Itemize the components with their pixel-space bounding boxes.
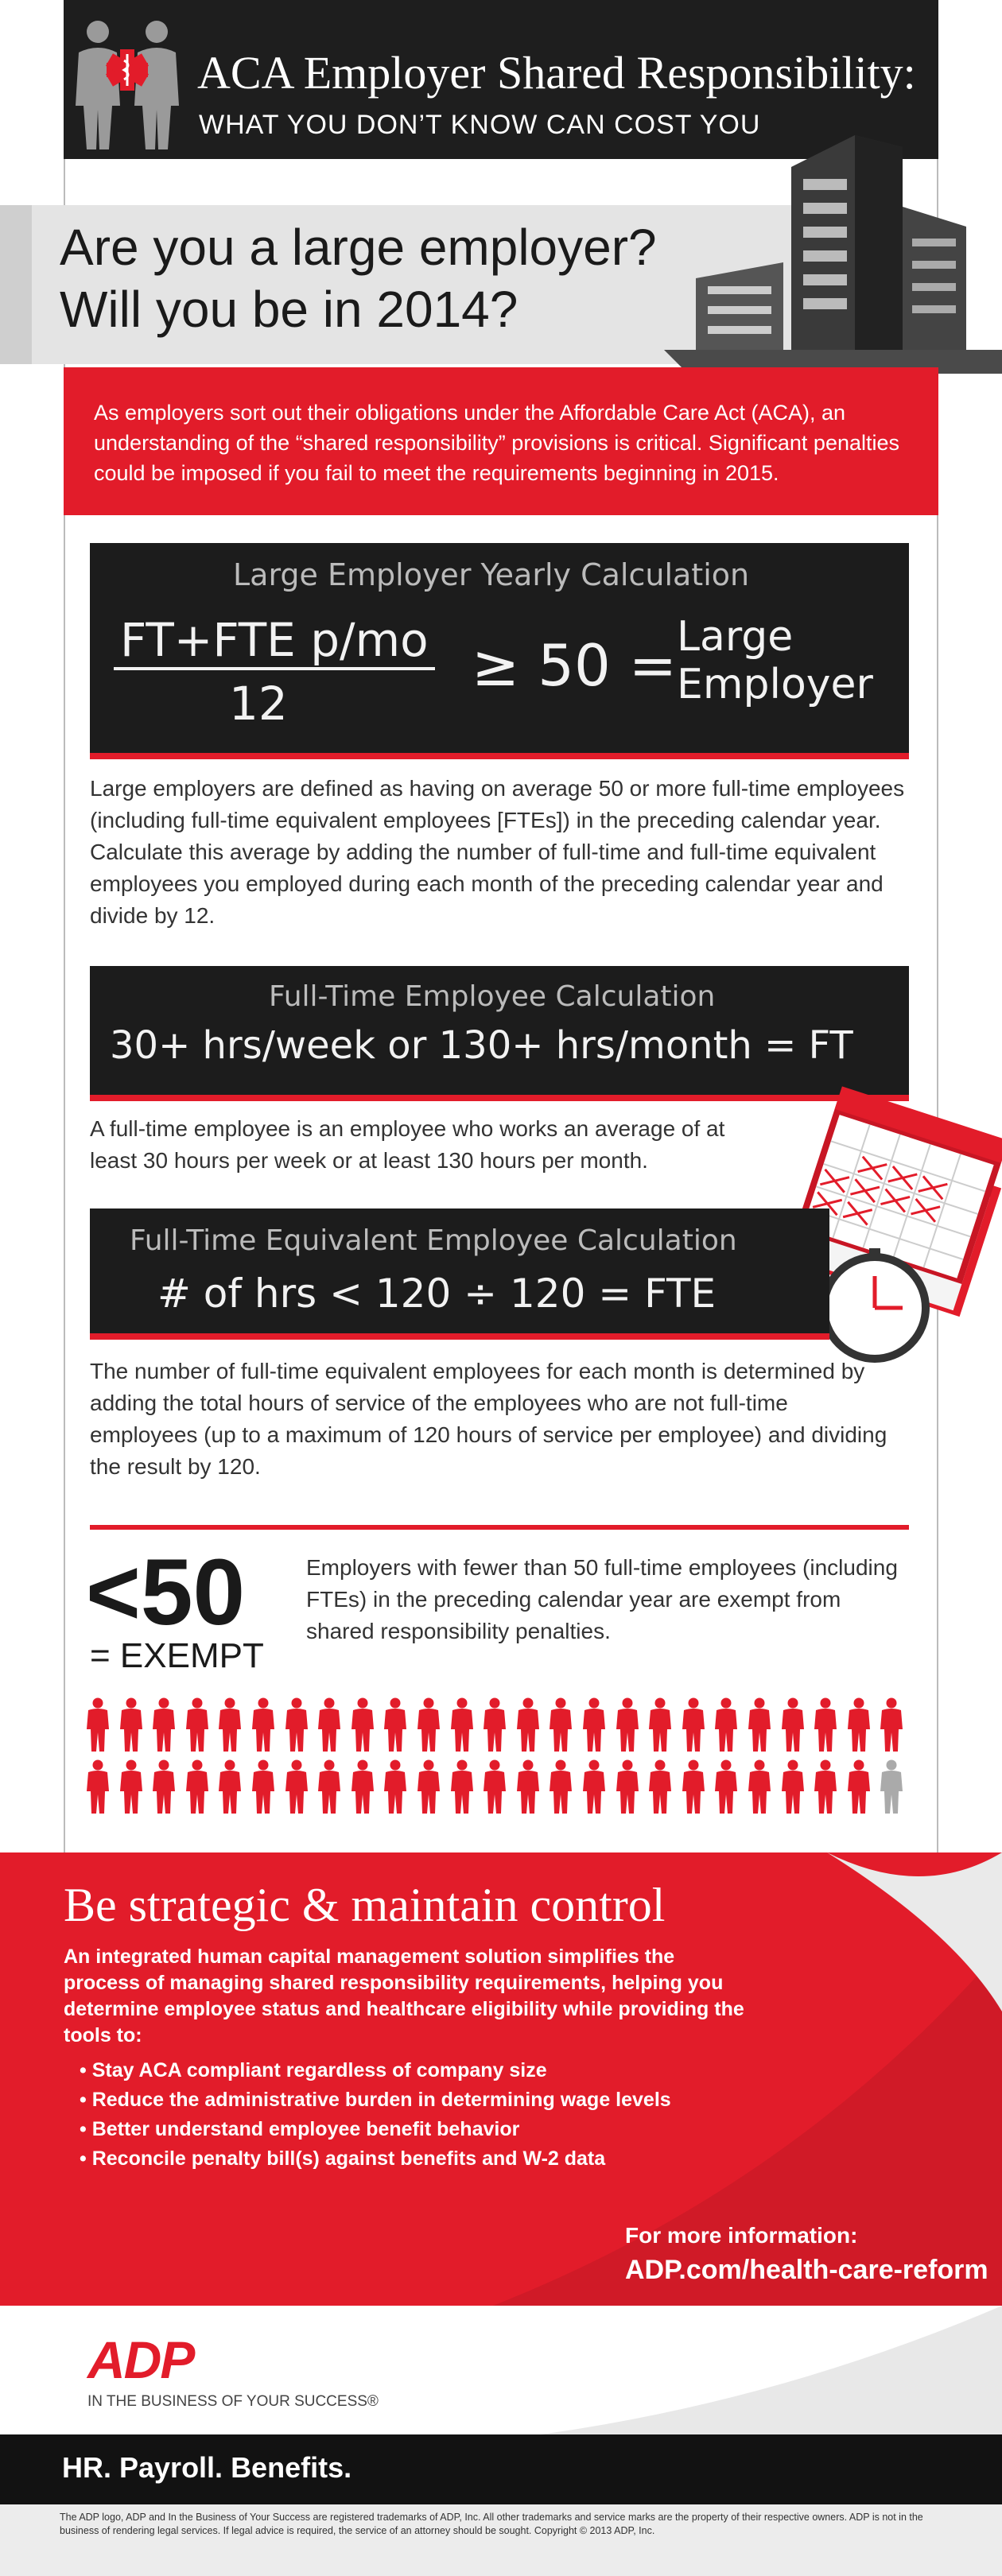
footer-slogan: HR. Payroll. Benefits. — [62, 2451, 352, 2484]
person-icon — [748, 1697, 771, 1752]
legal-notice: The ADP logo, ADP and In the Business of Your Success are registered trademarks of ADP, Inc. All other trademarks and service marks are the property of their respective owners. ADP is not in the business of rendering legal services. If legal advice is required, the service of an attorney should be sought. Copyright © 2013 ADP, Inc. — [60, 2512, 923, 2536]
people-grid — [86, 1697, 913, 1821]
person-icon — [814, 1759, 837, 1814]
person-icon — [516, 1697, 540, 1752]
board1-numerator: FT+FTE p/mo — [114, 613, 435, 670]
person-icon — [648, 1759, 672, 1814]
person-icon — [351, 1697, 375, 1752]
person-icon — [682, 1759, 705, 1814]
person-icon — [582, 1759, 606, 1814]
person-icon — [781, 1697, 805, 1752]
person-icon — [616, 1759, 639, 1814]
clock-icon — [815, 1248, 934, 1368]
person-icon — [682, 1697, 705, 1752]
person-icon — [152, 1697, 176, 1752]
chalkboard-fte — [90, 1208, 829, 1340]
bullet-item: • Better understand employee benefit behavior — [80, 2118, 520, 2140]
person-icon — [483, 1697, 507, 1752]
person-icon — [317, 1697, 341, 1752]
bullet-text: Reconcile penalty bill(s) against benefits and W-2 data — [91, 2147, 606, 2170]
bullet-text: Better understand employee benefit behavior — [91, 2118, 520, 2140]
question-line-2: Will you be in 2014? — [60, 281, 518, 338]
person-icon — [450, 1697, 474, 1752]
header-subtitle: WHAT YOU DON’T KNOW CAN COST YOU — [199, 110, 761, 140]
tagline: IN THE BUSINESS OF YOUR SUCCESS® — [87, 2393, 379, 2410]
person-icon — [847, 1697, 871, 1752]
board1-result-line-1: Large — [677, 613, 794, 661]
more-info-link[interactable]: ADP.com/health-care-reform — [625, 2255, 988, 2285]
board3-formula: # of hrs < 120 ÷ 120 = FTE — [157, 1271, 717, 1317]
person-icon — [218, 1759, 242, 1814]
person-icon — [549, 1759, 573, 1814]
person-icon — [483, 1759, 507, 1814]
full-time-description: A full-time employee is an employee who works an average of at least 30 hours per week or at least 130 hours per month. — [90, 1116, 725, 1173]
person-icon — [285, 1697, 309, 1752]
person-icon — [119, 1697, 143, 1752]
person-icon — [351, 1759, 375, 1814]
person-icon — [648, 1697, 672, 1752]
person-icon — [383, 1697, 407, 1752]
question-heading — [60, 216, 657, 340]
bullet-text: Reduce the administrative burden in determining wage levels — [91, 2089, 671, 2111]
question-line-1: Are you a large employer? — [60, 219, 657, 276]
less-than-50: <50 — [86, 1540, 246, 1645]
strategy-title: Be strategic & maintain control — [64, 1879, 666, 1931]
board1-operator: ≥ 50 = — [472, 632, 678, 699]
person-icon — [251, 1759, 275, 1814]
board1-denominator: 12 — [229, 677, 288, 731]
person-icon — [549, 1697, 573, 1752]
person-icon — [86, 1697, 110, 1752]
bullet-text: Stay ACA compliant regardless of company size — [91, 2059, 547, 2081]
person-icon — [185, 1759, 209, 1814]
bullet-item: • Reconcile penalty bill(s) against benefits and W-2 data — [80, 2147, 606, 2170]
person-icon — [285, 1759, 309, 1814]
person-icon — [152, 1759, 176, 1814]
board1-result — [677, 613, 873, 708]
person-icon — [781, 1759, 805, 1814]
doctors-icon — [68, 14, 187, 149]
person-icon — [847, 1759, 871, 1814]
board1-title: Large Employer Yearly Calculation — [233, 557, 750, 592]
chalkboard-large-employer — [90, 543, 909, 759]
footer-swoosh — [541, 2306, 1002, 2434]
person-icon — [814, 1697, 837, 1752]
adp-logo: ADP — [87, 2330, 194, 2389]
person-icon — [417, 1697, 441, 1752]
exempt-description: Employers with fewer than 50 full-time employees (including FTEs) in the preceding calendar year are exempt from shared responsibility penalties. — [306, 1555, 898, 1643]
person-icon — [218, 1697, 242, 1752]
person-icon — [748, 1759, 771, 1814]
section-divider — [90, 1525, 909, 1530]
person-icon — [582, 1697, 606, 1752]
exempt-label: = EXEMPT — [90, 1636, 264, 1675]
person-icon — [714, 1759, 738, 1814]
bullet-item: • Reduce the administrative burden in determining wage levels — [80, 2089, 671, 2111]
board2-formula: 30+ hrs/week or 130+ hrs/month = FT — [110, 1023, 853, 1068]
buildings-icon — [664, 119, 1002, 374]
more-info-label: For more information: — [625, 2223, 858, 2248]
person-icon — [317, 1759, 341, 1814]
large-employer-description: Large employers are defined as having on average 50 or more full-time employees (including full-time equivalent employees [FTEs]) in the preceding calendar year. Calculate this average by adding the number of full-time and full-time equivalent employees you employed during each month of the preceding calendar year and divide by 12. — [90, 776, 905, 928]
person-icon — [880, 1759, 903, 1814]
intro-text: As employers sort out their obligations under the Affordable Care Act (ACA), an understanding of the “shared responsibility” provisions is critical. Significant penalties could be imposed if you fail to meet the requirements beginning in 2015. — [94, 401, 900, 485]
medical-cross-icon — [106, 49, 149, 91]
bullet-item: • Stay ACA compliant regardless of company size — [80, 2059, 547, 2081]
board2-title: Full-Time Employee Calculation — [269, 980, 716, 1013]
person-icon — [251, 1697, 275, 1752]
person-icon — [616, 1697, 639, 1752]
fte-description: The number of full-time equivalent employees for each month is determined by adding the total hours of service of the employees who are not full-time employees (up to a maximum of 120 hours of service per employee) and dividing the result by 120. — [90, 1359, 887, 1479]
board1-result-line-2: Employer — [677, 661, 873, 708]
person-icon — [86, 1759, 110, 1814]
header-title: ACA Employer Shared Responsibility: — [197, 47, 916, 99]
person-icon — [714, 1697, 738, 1752]
person-icon — [119, 1759, 143, 1814]
person-icon — [880, 1697, 903, 1752]
strategy-intro: An integrated human capital management solution simplifies the process of managing shared responsibility requirements, helping you determine employee status and healthcare eligibility while providing the tools to: — [64, 1946, 744, 2046]
person-icon — [516, 1759, 540, 1814]
person-icon — [185, 1697, 209, 1752]
person-icon — [417, 1759, 441, 1814]
board3-title: Full-Time Equivalent Employee Calculation — [130, 1224, 737, 1257]
chalkboard-full-time — [90, 966, 909, 1101]
person-icon — [450, 1759, 474, 1814]
person-icon — [383, 1759, 407, 1814]
fold-shadow — [0, 205, 32, 364]
